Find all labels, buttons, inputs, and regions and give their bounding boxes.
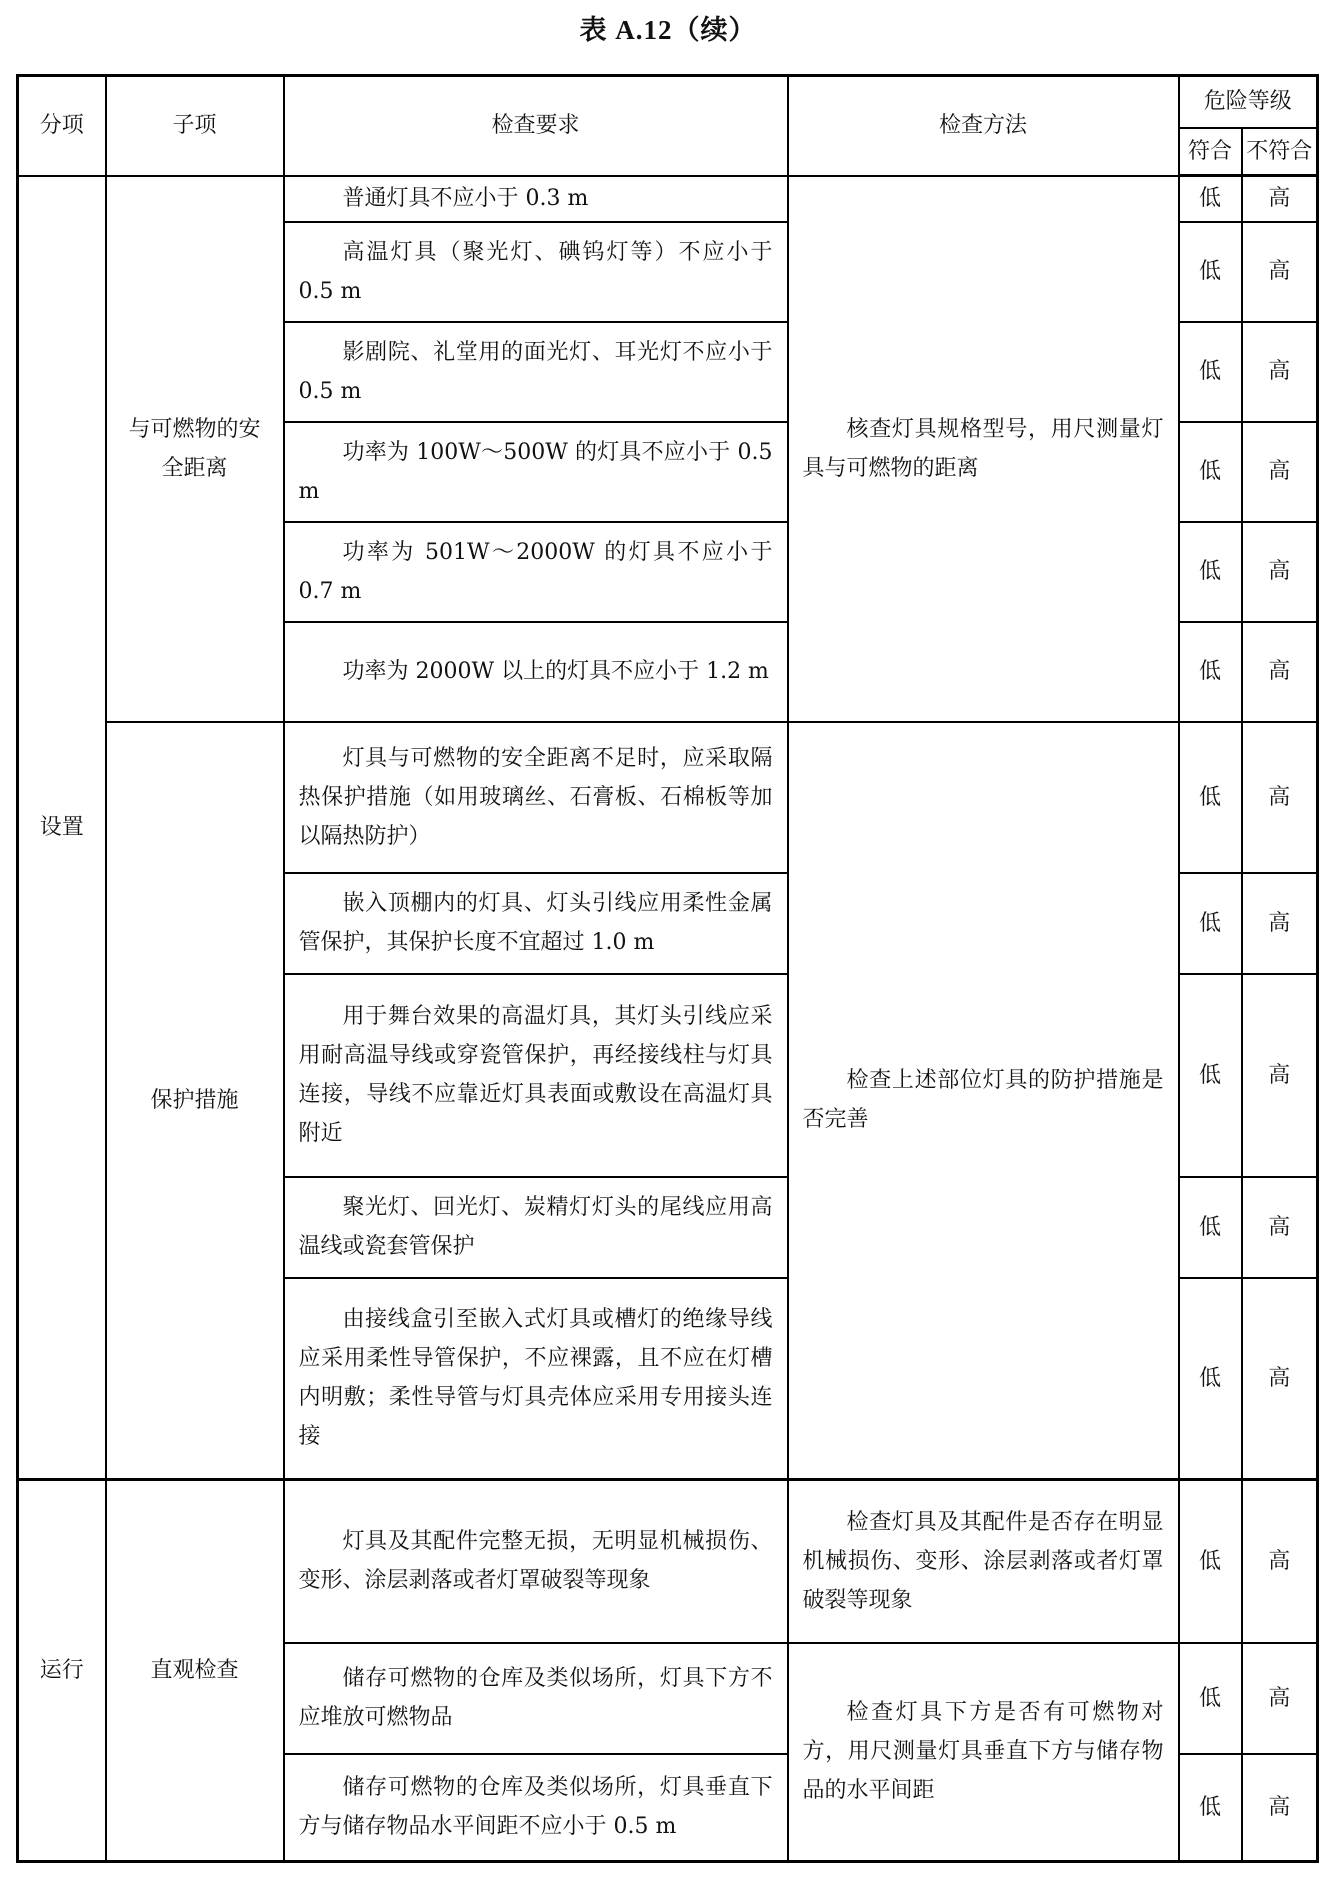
header-method: 检查方法 <box>788 76 1179 176</box>
risk-nonconform-cell: 高 <box>1242 1177 1318 1278</box>
table-row <box>18 176 1318 222</box>
method-cell: 核查灯具规格型号，用尺测量灯具与可燃物的距离 <box>788 176 1179 722</box>
risk-conform-cell: 低 <box>1179 222 1242 322</box>
risk-nonconform-cell: 高 <box>1242 1643 1318 1754</box>
risk-nonconform-cell: 高 <box>1242 176 1318 222</box>
risk-nonconform-cell: 高 <box>1242 422 1318 522</box>
table-row <box>18 1480 1318 1643</box>
risk-nonconform-cell: 高 <box>1242 622 1318 722</box>
requirement-cell: 功率为 501W～2000W 的灯具不应小于 0.7 m <box>284 522 788 622</box>
requirement-cell: 聚光灯、回光灯、炭精灯灯头的尾线应用高温线或瓷套管保护 <box>284 1177 788 1278</box>
risk-nonconform-cell: 高 <box>1242 974 1318 1177</box>
risk-conform-cell: 低 <box>1179 1643 1242 1754</box>
method-cell: 检查上述部位灯具的防护措施是否完善 <box>788 722 1179 1480</box>
requirement-cell: 嵌入顶棚内的灯具、灯头引线应用柔性金属管保护，其保护长度不宜超过 1.0 m <box>284 873 788 974</box>
requirement-cell: 灯具及其配件完整无损，无明显机械损伤、变形、涂层剥落或者灯罩破裂等现象 <box>284 1480 788 1643</box>
requirement-cell: 高温灯具（聚光灯、碘钨灯等）不应小于 0.5 m <box>284 222 788 322</box>
header-risk-level: 危险等级 <box>1179 76 1318 128</box>
risk-conform-cell: 低 <box>1179 422 1242 522</box>
risk-nonconform-cell: 高 <box>1242 873 1318 974</box>
header-section: 分项 <box>18 76 106 176</box>
risk-conform-cell: 低 <box>1179 974 1242 1177</box>
risk-conform-cell: 低 <box>1179 522 1242 622</box>
risk-nonconform-cell: 高 <box>1242 1754 1318 1862</box>
subitem-cell: 直观检查 <box>106 1480 284 1862</box>
header-risk-conform: 符合 <box>1179 128 1242 176</box>
table-title: 表 A.12（续） <box>579 15 757 45</box>
section-cell: 运行 <box>18 1480 106 1862</box>
risk-conform-cell: 低 <box>1179 622 1242 722</box>
risk-nonconform-cell: 高 <box>1242 722 1318 873</box>
risk-conform-cell: 低 <box>1179 1177 1242 1278</box>
risk-conform-cell: 低 <box>1179 1278 1242 1480</box>
risk-nonconform-cell: 高 <box>1242 522 1318 622</box>
inspection-table <box>16 74 1319 1863</box>
method-cell: 检查灯具下方是否有可燃物对方，用尺测量灯具垂直下方与储存物品的水平间距 <box>788 1643 1179 1862</box>
subitem-cell: 与可燃物的安全距离 <box>106 176 284 722</box>
requirement-cell: 功率为 2000W 以上的灯具不应小于 1.2 m <box>284 622 788 722</box>
risk-nonconform-cell: 高 <box>1242 1480 1318 1643</box>
header-subitem: 子项 <box>106 76 284 176</box>
requirement-cell: 由接线盒引至嵌入式灯具或槽灯的绝缘导线应采用柔性导管保护，不应裸露，且不应在灯槽内明敷；柔性导管与灯具壳体应采用专用接头连接 <box>284 1278 788 1480</box>
risk-conform-cell: 低 <box>1179 322 1242 422</box>
requirement-cell: 功率为 100W～500W 的灯具不应小于 0.5 m <box>284 422 788 522</box>
requirement-cell: 灯具与可燃物的安全距离不足时，应采取隔热保护措施（如用玻璃丝、石膏板、石棉板等加以隔热防护） <box>284 722 788 873</box>
risk-conform-cell: 低 <box>1179 722 1242 873</box>
risk-conform-cell: 低 <box>1179 1480 1242 1643</box>
requirement-cell: 影剧院、礼堂用的面光灯、耳光灯不应小于 0.5 m <box>284 322 788 422</box>
requirement-cell: 用于舞台效果的高温灯具，其灯头引线应采用耐高温导线或穿瓷管保护，再经接线柱与灯具连接，导线不应靠近灯具表面或敷设在高温灯具附近 <box>284 974 788 1177</box>
risk-nonconform-cell: 高 <box>1242 322 1318 422</box>
risk-nonconform-cell: 高 <box>1242 1278 1318 1480</box>
risk-conform-cell: 低 <box>1179 1754 1242 1862</box>
requirement-cell: 储存可燃物的仓库及类似场所，灯具垂直下方与储存物品水平间距不应小于 0.5 m <box>284 1754 788 1862</box>
header-risk-nonconform: 不符合 <box>1242 128 1318 176</box>
section-cell: 设置 <box>18 176 106 1480</box>
method-cell: 检查灯具及其配件是否存在明显机械损伤、变形、涂层剥落或者灯罩破裂等现象 <box>788 1480 1179 1643</box>
subitem-cell: 保护措施 <box>106 722 284 1480</box>
risk-nonconform-cell: 高 <box>1242 222 1318 322</box>
requirement-cell: 普通灯具不应小于 0.3 m <box>284 176 788 222</box>
risk-conform-cell: 低 <box>1179 873 1242 974</box>
header-requirement: 检查要求 <box>284 76 788 176</box>
risk-conform-cell: 低 <box>1179 176 1242 222</box>
table-row <box>18 722 1318 873</box>
requirement-cell: 储存可燃物的仓库及类似场所，灯具下方不应堆放可燃物品 <box>284 1643 788 1754</box>
